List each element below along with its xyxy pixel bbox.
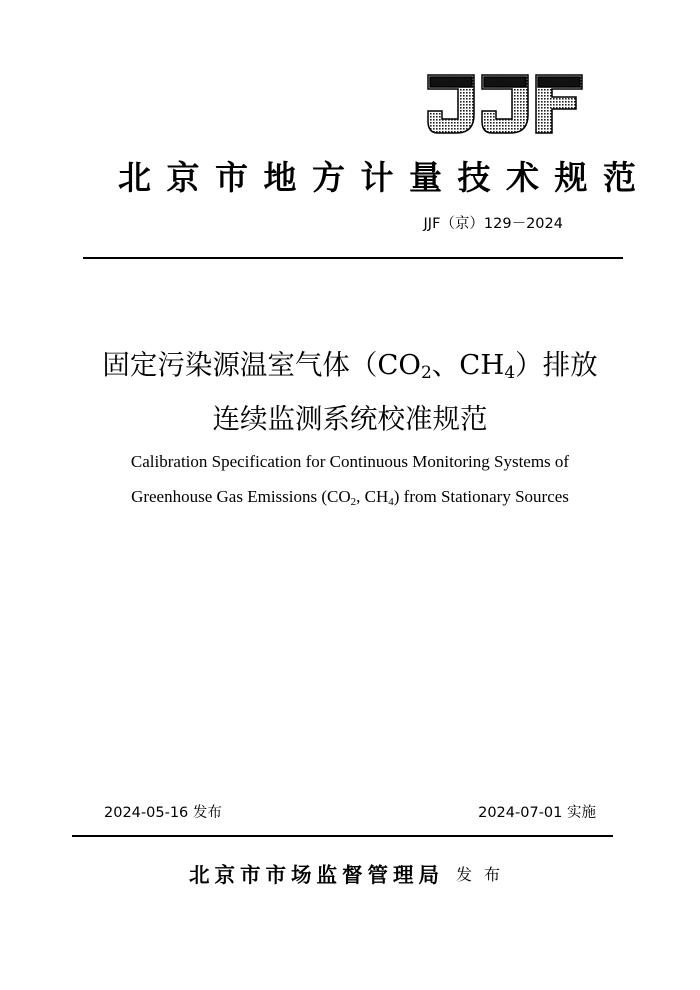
english-title-suffix: ) from Stationary Sources (393, 487, 569, 506)
header-divider (83, 257, 623, 259)
ch-subscript: 4 (504, 363, 516, 383)
publisher-name: 北京市市场监督管理局 (189, 863, 444, 887)
publisher-suffix: 发布 (456, 865, 513, 884)
publisher (189, 858, 512, 888)
jjf-logo (424, 71, 586, 137)
english-title-line-1: Calibration Specification for Continuous Monitoring Systems of (130, 452, 570, 471)
english-title-line-2 (0, 487, 700, 508)
english-ch-subscript: 4 (388, 496, 394, 508)
implementation-date: 2024-07-01 实施 (478, 805, 596, 821)
ch4-formula (459, 349, 515, 381)
footer-divider (72, 835, 613, 837)
chinese-title-prefix: 固定污染源温室气体（ (102, 349, 378, 381)
co-subscript: 2 (420, 363, 432, 383)
title-separator: 、 (431, 349, 460, 381)
co-text: CO (377, 349, 421, 381)
english-title-prefix: Greenhouse Gas Emissions (CO (131, 487, 351, 506)
chinese-title-suffix: ）排放 (515, 349, 598, 381)
english-co-subscript: 2 (350, 496, 357, 508)
ch-text: CH (459, 349, 505, 381)
standard-number: JJF（京）129－2024 (423, 216, 563, 232)
chinese-title-line-1 (0, 342, 700, 383)
chinese-title-line-2: 连续监测系统校准规范 (212, 403, 488, 435)
english-title-middle: , CH (356, 487, 389, 506)
issue-date: 2024-05-16 发布 (104, 805, 222, 821)
co2-formula (377, 349, 431, 381)
specification-series-title: 北京市地方计量技术规范 (118, 158, 652, 197)
jjf-logo-graphic (424, 71, 586, 137)
